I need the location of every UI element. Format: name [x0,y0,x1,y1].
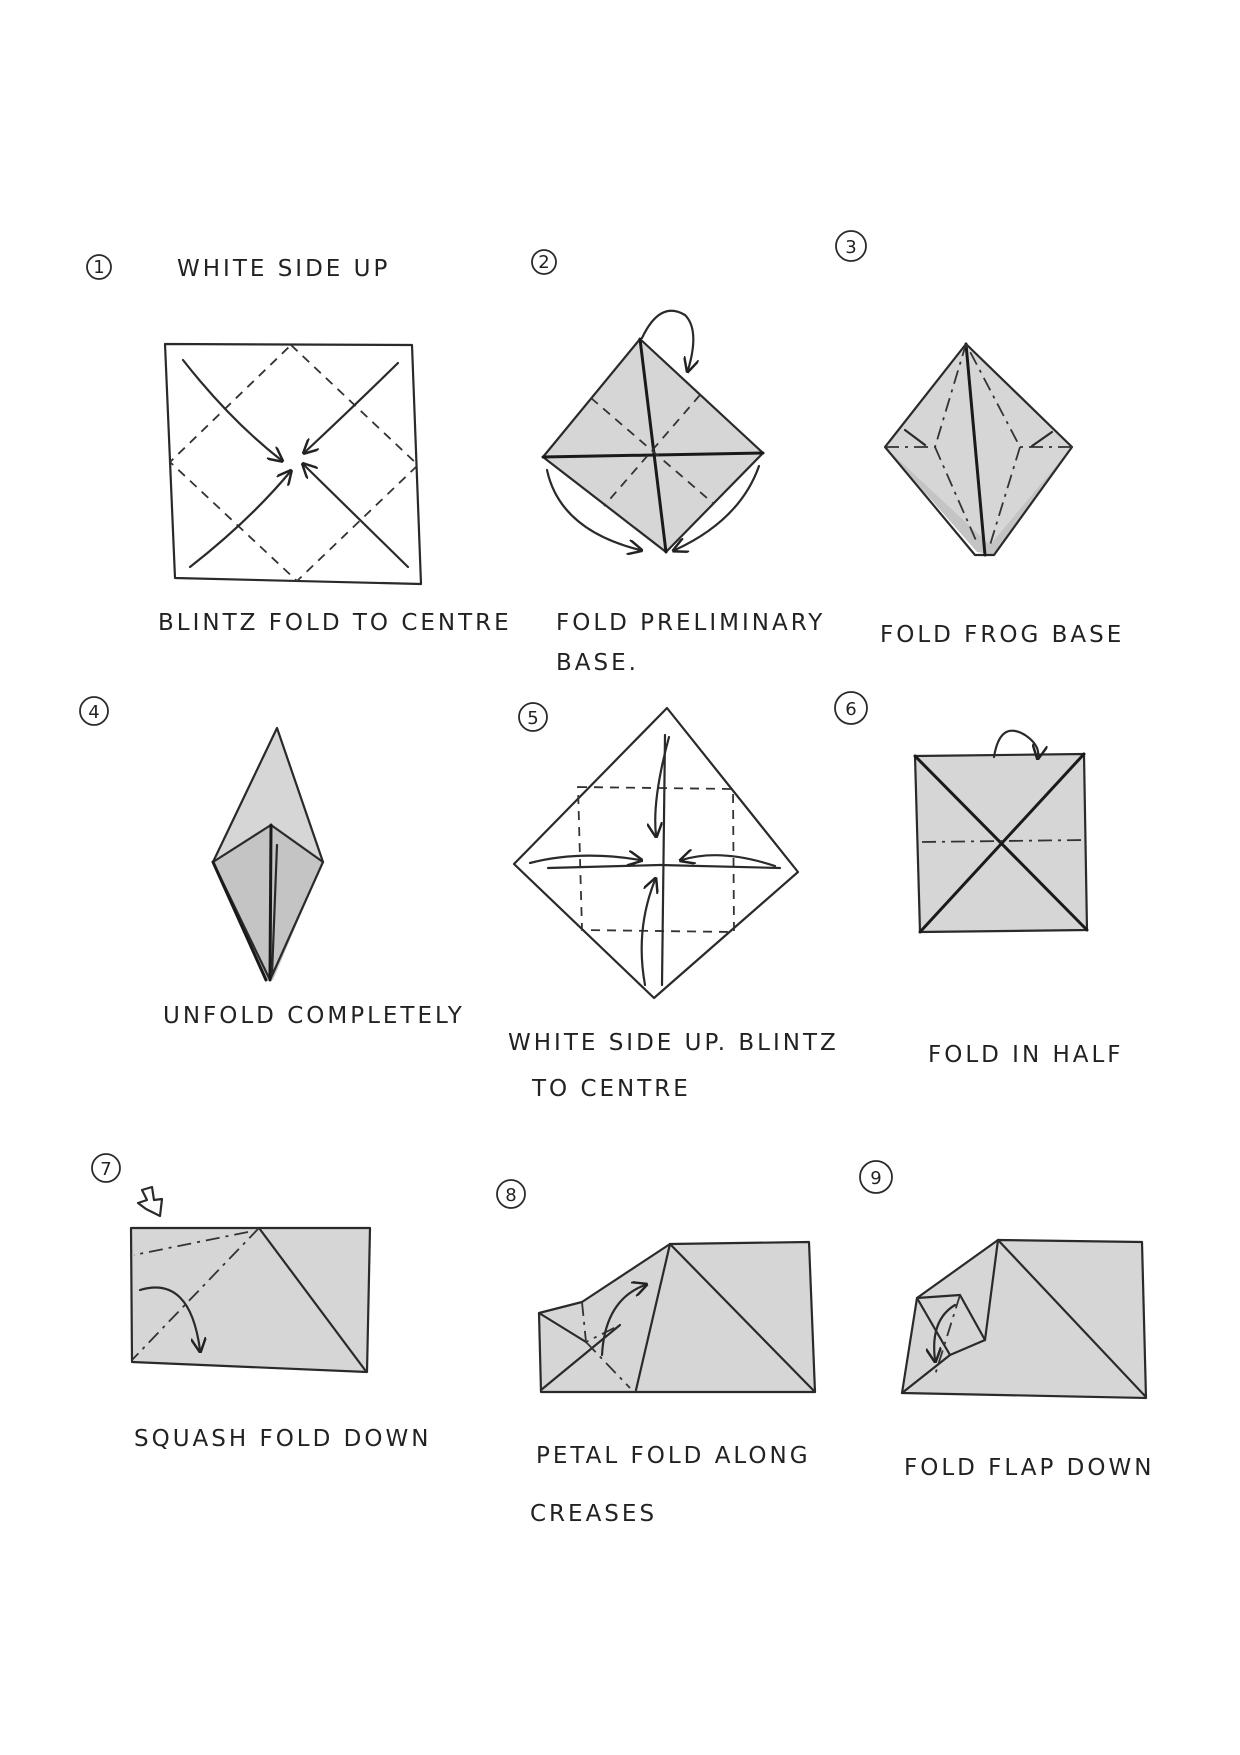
step-4-number-badge [80,697,108,725]
step-4 [80,697,465,1029]
step-1-number-badge [87,255,111,279]
step-5-caption-line-1: WHITE SIDE UP. BLINTZ [508,1030,839,1056]
step-5-number-badge [519,703,547,731]
step-9-diagram [902,1240,1146,1398]
step-4-diagram [213,728,323,980]
step-4-caption: UNFOLD COMPLETELY [163,1003,465,1029]
step-9-caption: FOLD FLAP DOWN [904,1455,1155,1481]
step-2-number: 2 [538,252,550,273]
step-3-diagram [885,344,1072,555]
step-8-diagram [539,1242,815,1392]
step-6-caption: FOLD IN HALF [928,1042,1124,1068]
step-1-caption: BLINTZ FOLD TO CENTRE [158,610,512,636]
step-8 [497,1180,815,1527]
step-3 [836,231,1124,648]
step-5 [508,703,839,1102]
step-6-number: 6 [845,699,857,720]
step-2-caption-line-2: BASE. [556,650,639,676]
step-6-number-badge [835,692,867,724]
step-8-caption-line-1: PETAL FOLD ALONG [536,1443,811,1469]
step-7-number-badge [92,1154,120,1182]
step-7-number: 7 [100,1159,112,1180]
step-3-number-badge [836,231,866,261]
step-8-number-badge [497,1180,525,1208]
step-9-number-badge [860,1161,892,1193]
step-8-number: 8 [505,1185,517,1206]
step-2-caption-line-1: FOLD PRELIMINARY [556,610,826,636]
step-2-number-badge [532,250,556,274]
step-2-diagram [543,311,763,552]
step-5-caption-line-2: TO CENTRE [532,1076,691,1102]
step-1-number: 1 [93,257,105,278]
step-4-number: 4 [88,702,100,723]
step-6-diagram [915,731,1087,932]
step-3-number: 3 [845,237,857,258]
step-7-push-arrow-icon [138,1187,162,1216]
step-1-heading: WHITE SIDE UP [177,256,391,282]
step-3-caption: FOLD FROG BASE [880,622,1125,648]
step-5-diagram [514,708,798,998]
step-7-diagram [131,1228,370,1372]
step-8-caption-line-2: CREASES [530,1501,658,1527]
step-9-number: 9 [870,1168,882,1189]
step-2 [532,250,825,676]
step-6 [835,692,1124,1068]
step-9 [860,1161,1154,1481]
step-1-diagram [165,344,421,584]
step-7 [92,1154,431,1452]
step-1 [87,255,512,636]
step-5-number: 5 [527,708,539,729]
step-7-caption: SQUASH FOLD DOWN [134,1426,432,1452]
